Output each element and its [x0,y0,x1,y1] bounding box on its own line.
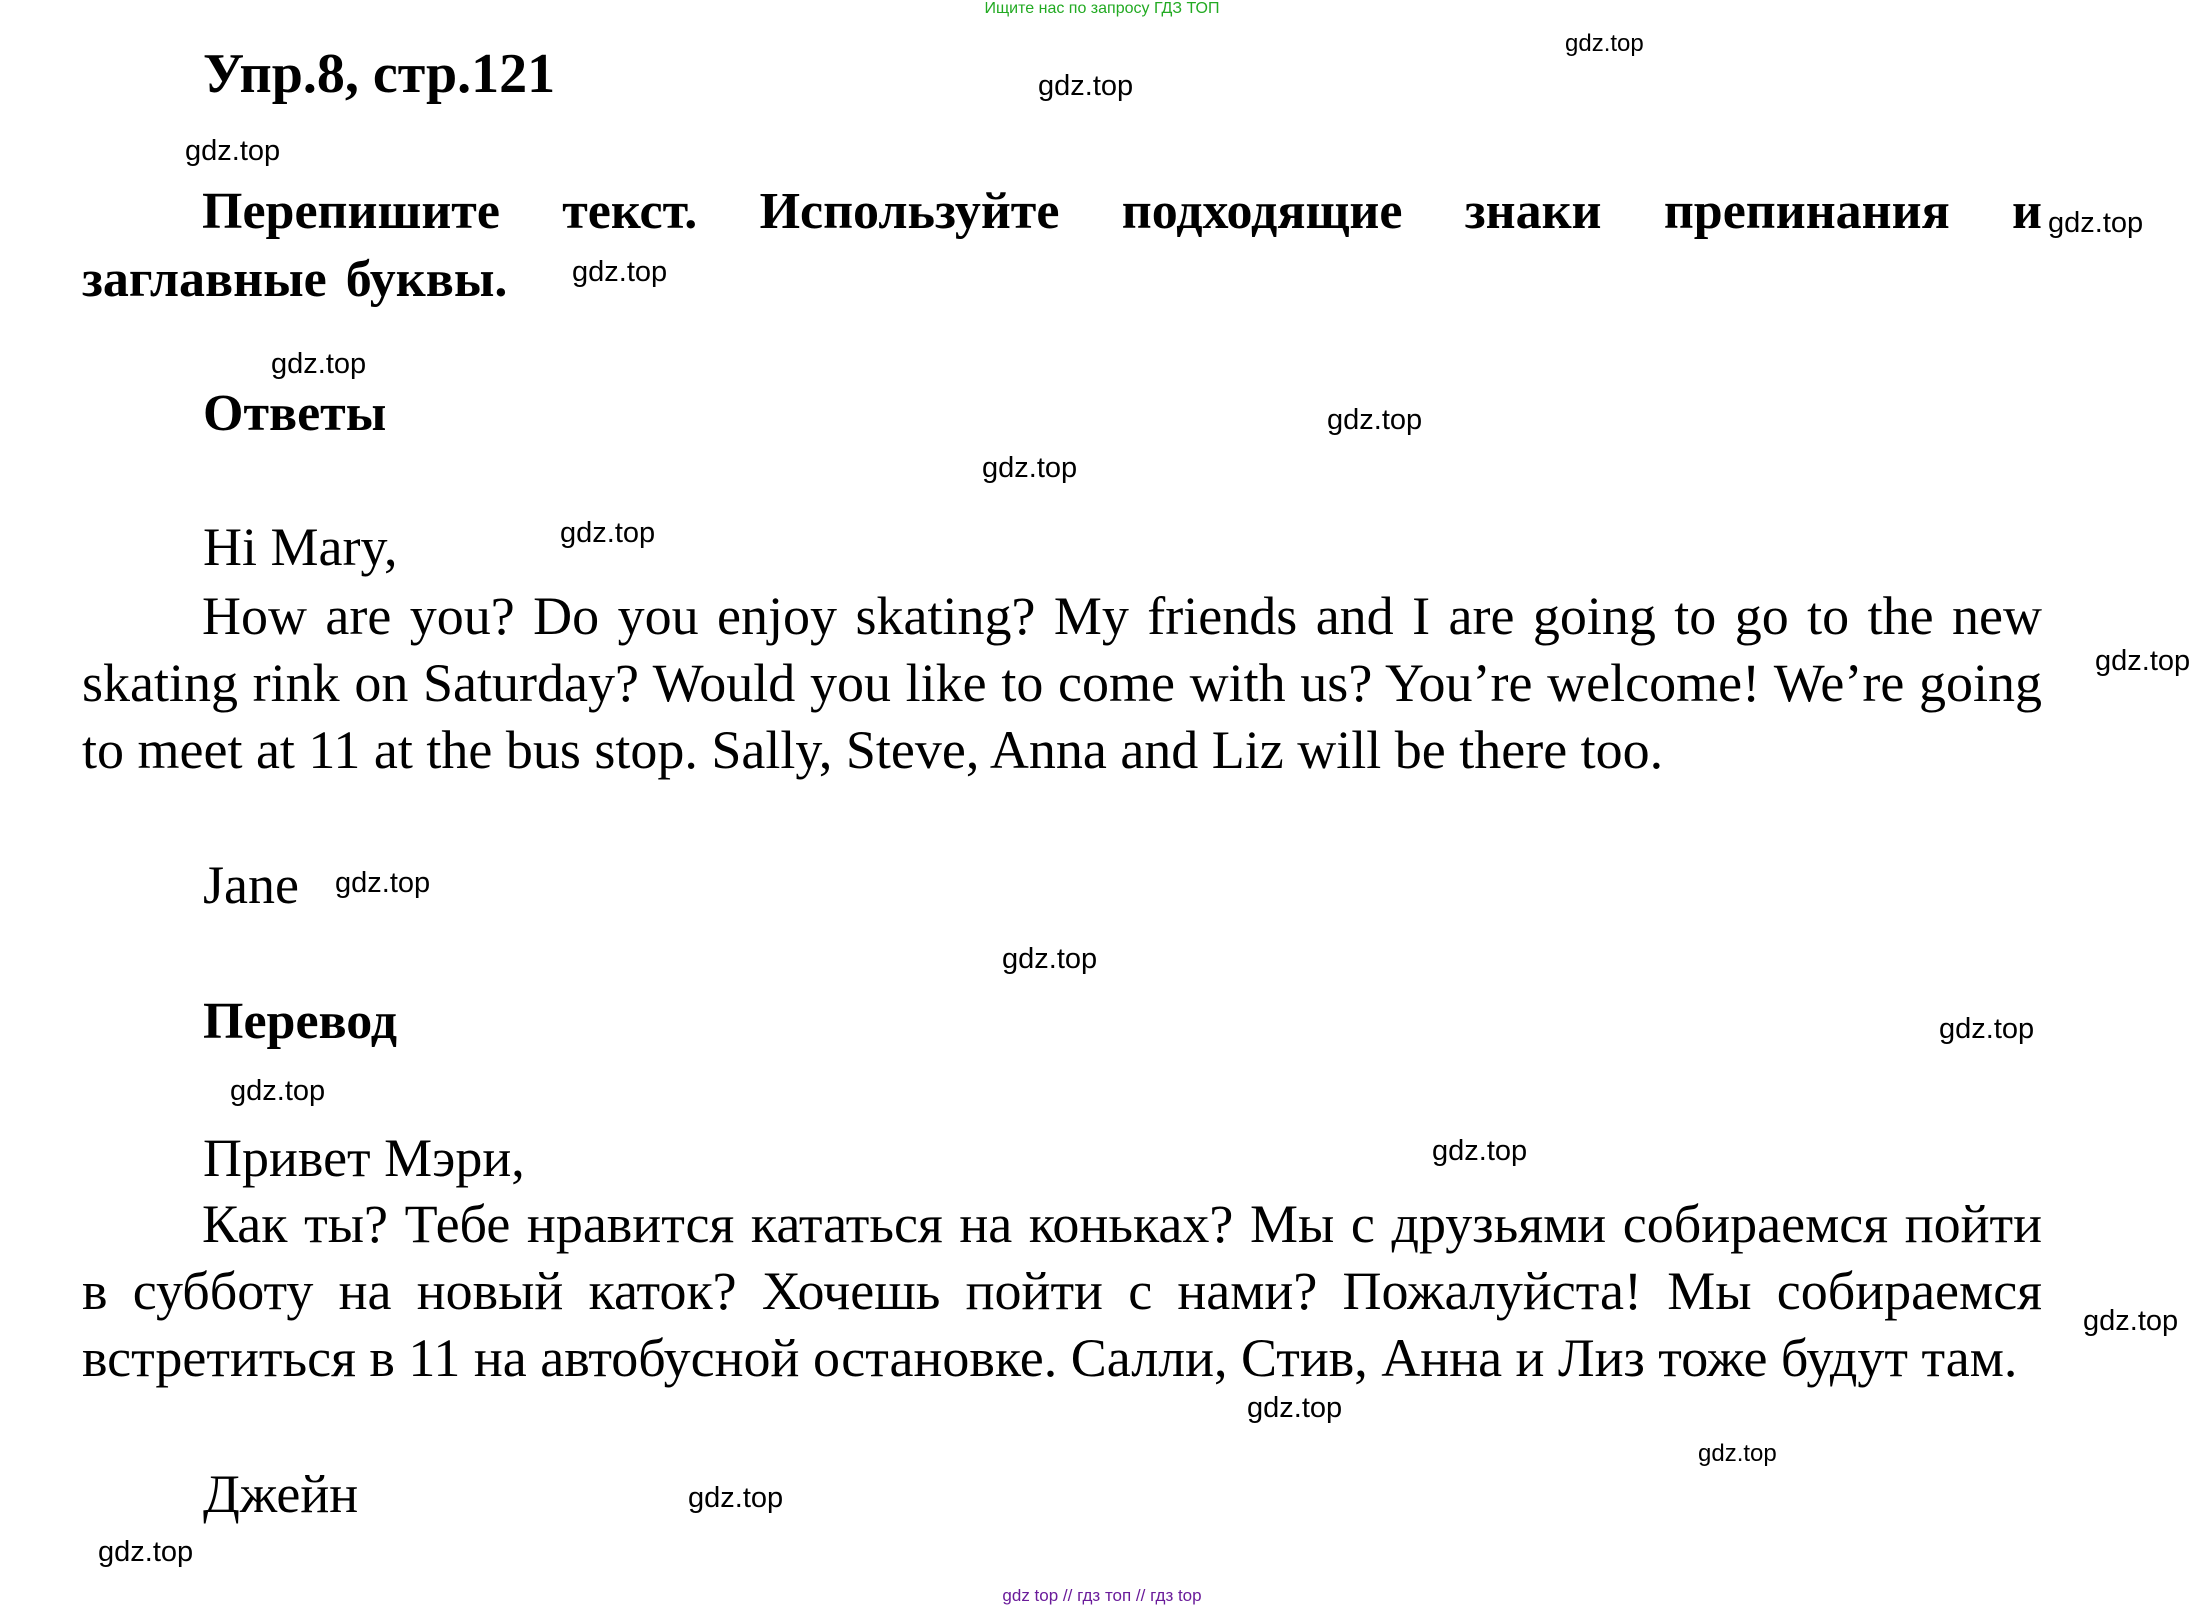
watermark: gdz.top [1698,1440,1777,1467]
greeting-ru: Привет Мэри, [203,1128,525,1188]
watermark: gdz.top [1432,1135,1528,1167]
watermark: gdz.top [1939,1013,2035,1045]
greeting-en: Hi Mary, [203,517,398,577]
translation-heading: Перевод [203,993,398,1050]
watermark: gdz.top [271,348,367,380]
letter-body-en: How are you? Do you enjoy skating? My friends and I are going to go to the new skating rink on Saturday? Would you like to come with us? You’re welcome! We’re going to meet at 11 at the bus stop. Sally, Steve, Anna and Liz will be there too. [82,586,2042,780]
watermark: gdz.top [1565,30,1644,57]
watermark: gdz.top [1002,943,1098,975]
letter-body-ru: Как ты? Тебе нравится кататься на коньках? Мы с друзьями собираемся пойти в субботу на новый каток? Хочешь пойти с нами? Пожалуйста! Мы собираемся встретиться в 11 на автобусной остановке. Салли, Стив, Анна и Лиз тоже будут там. [82,1194,2042,1388]
watermark: gdz.top [98,1536,194,1568]
watermark: gdz.top [982,452,1078,484]
watermark: gdz.top [185,135,281,167]
signature-en: Jane [203,855,299,915]
watermark: gdz.top [560,517,656,549]
signature-ru: Джейн [203,1464,359,1524]
answers-heading: Ответы [203,385,387,442]
watermark: gdz.top [335,867,431,899]
footer-links: gdz top // гдз топ // гдз top [1002,1586,1202,1605]
task-instruction: Перепишите текст. Используйте подходящие знаки препинания и заглавные буквы. [82,183,2042,308]
top-banner: Ищите нас по запросу ГДЗ ТОП [984,0,1220,17]
watermark: gdz.top [1247,1392,1343,1424]
watermark: gdz.top [2048,207,2144,239]
watermark: gdz.top [688,1482,784,1514]
exercise-title: Упр.8, стр.121 [203,43,556,105]
watermark: gdz.top [2083,1305,2179,1337]
watermark: gdz.top [1038,70,1134,102]
watermark: gdz.top [1327,404,1423,436]
watermark: gdz.top [2095,645,2191,677]
watermark: gdz.top [572,256,668,288]
watermark: gdz.top [230,1075,326,1107]
